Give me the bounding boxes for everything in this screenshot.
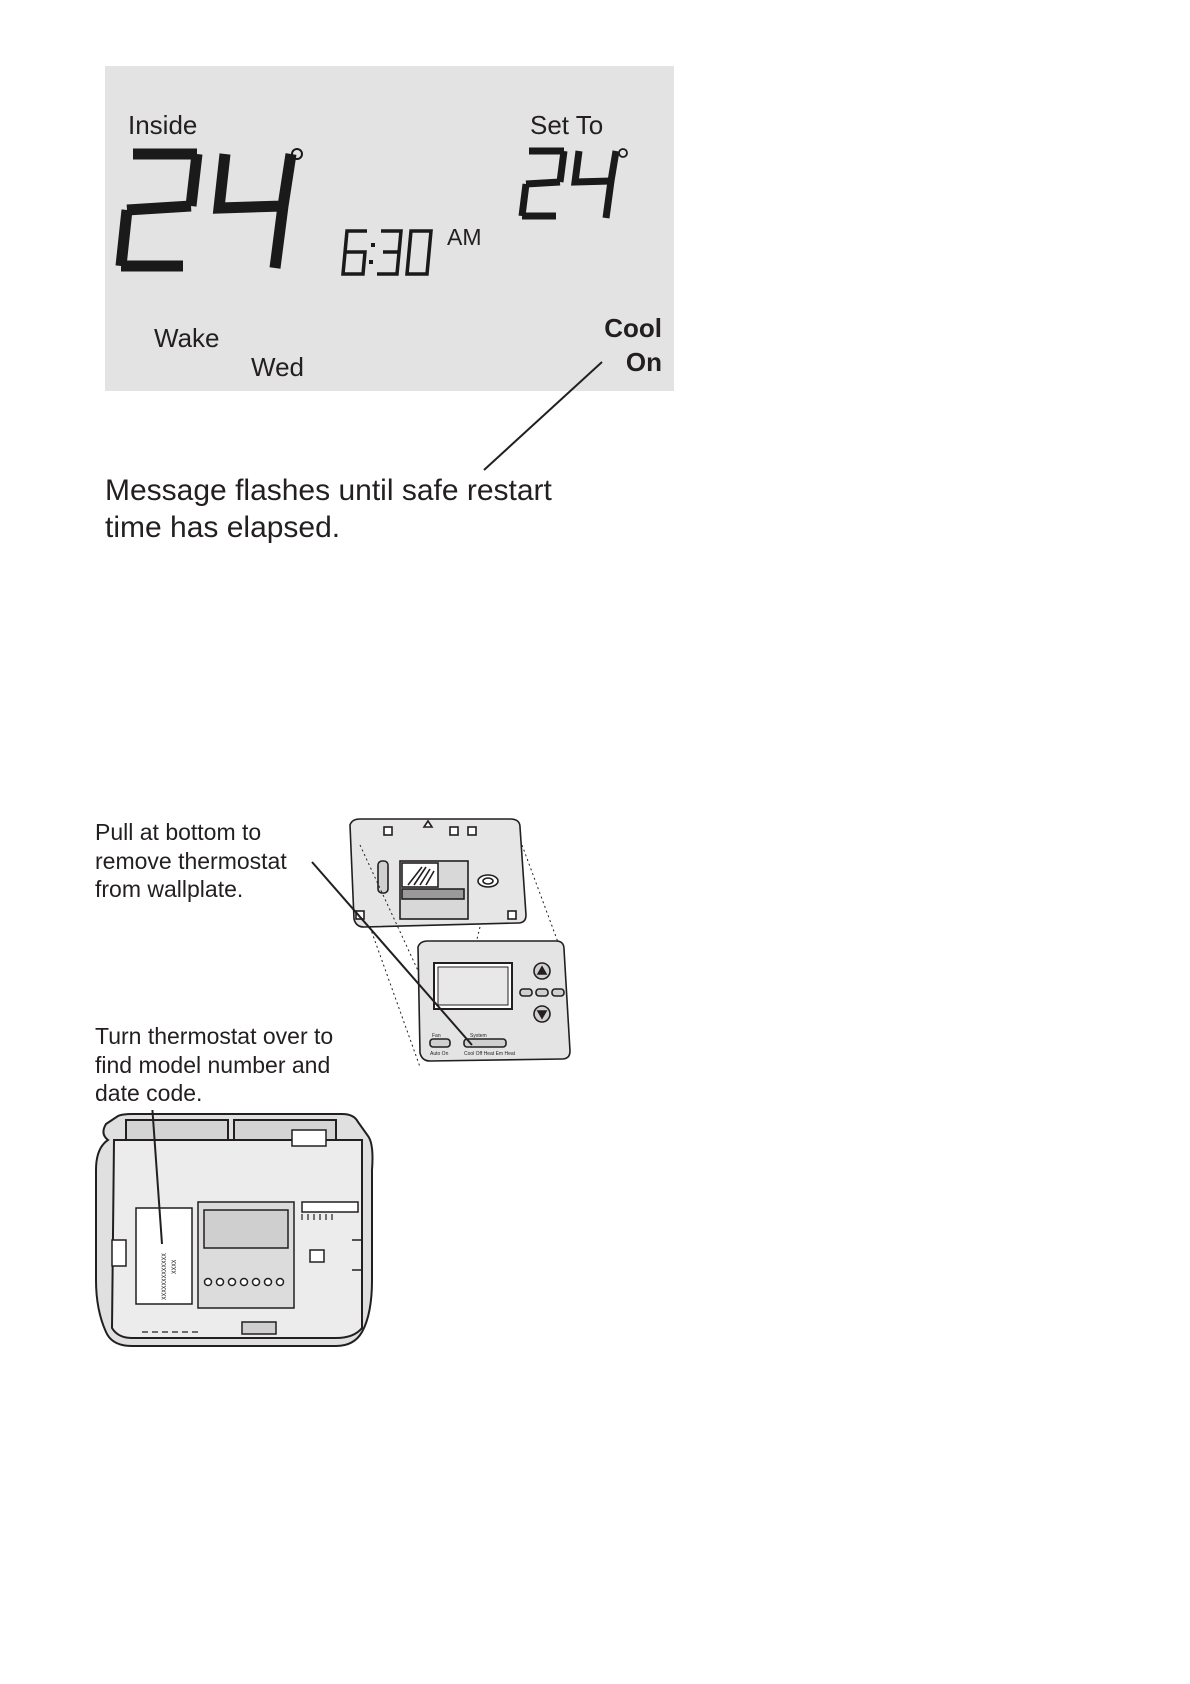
ampm-label: AM <box>447 224 482 250</box>
pull-leader-line <box>0 800 600 1060</box>
model-number: XXXXXXXXXXXXX <box>161 1253 168 1300</box>
pull-instruction: Pull at bottom to remove thermostat from wallplate. <box>95 819 287 902</box>
system-label: System <box>470 1033 487 1039</box>
day-label: Wed <box>251 352 304 382</box>
period-label: Wake <box>154 323 220 353</box>
turn-instruction: Turn thermostat over to find model number and date code. <box>95 1023 334 1106</box>
fan-options: Auto On <box>430 1051 449 1057</box>
thermostat-back-illustration <box>92 1110 382 1355</box>
system-options: Cool Off Heat Em Heat <box>464 1051 516 1057</box>
fan-label: Fan <box>432 1033 441 1039</box>
date-code: XXXX <box>171 1259 178 1274</box>
mode-line-2: On <box>625 347 662 377</box>
restart-message-caption: Message flashes until safe restart time has elapsed. <box>105 474 552 544</box>
mode-line-1: Cool <box>604 313 662 343</box>
set-to-label: Set To <box>530 110 604 140</box>
inside-label: Inside <box>128 110 198 140</box>
leader-line <box>0 0 1190 520</box>
